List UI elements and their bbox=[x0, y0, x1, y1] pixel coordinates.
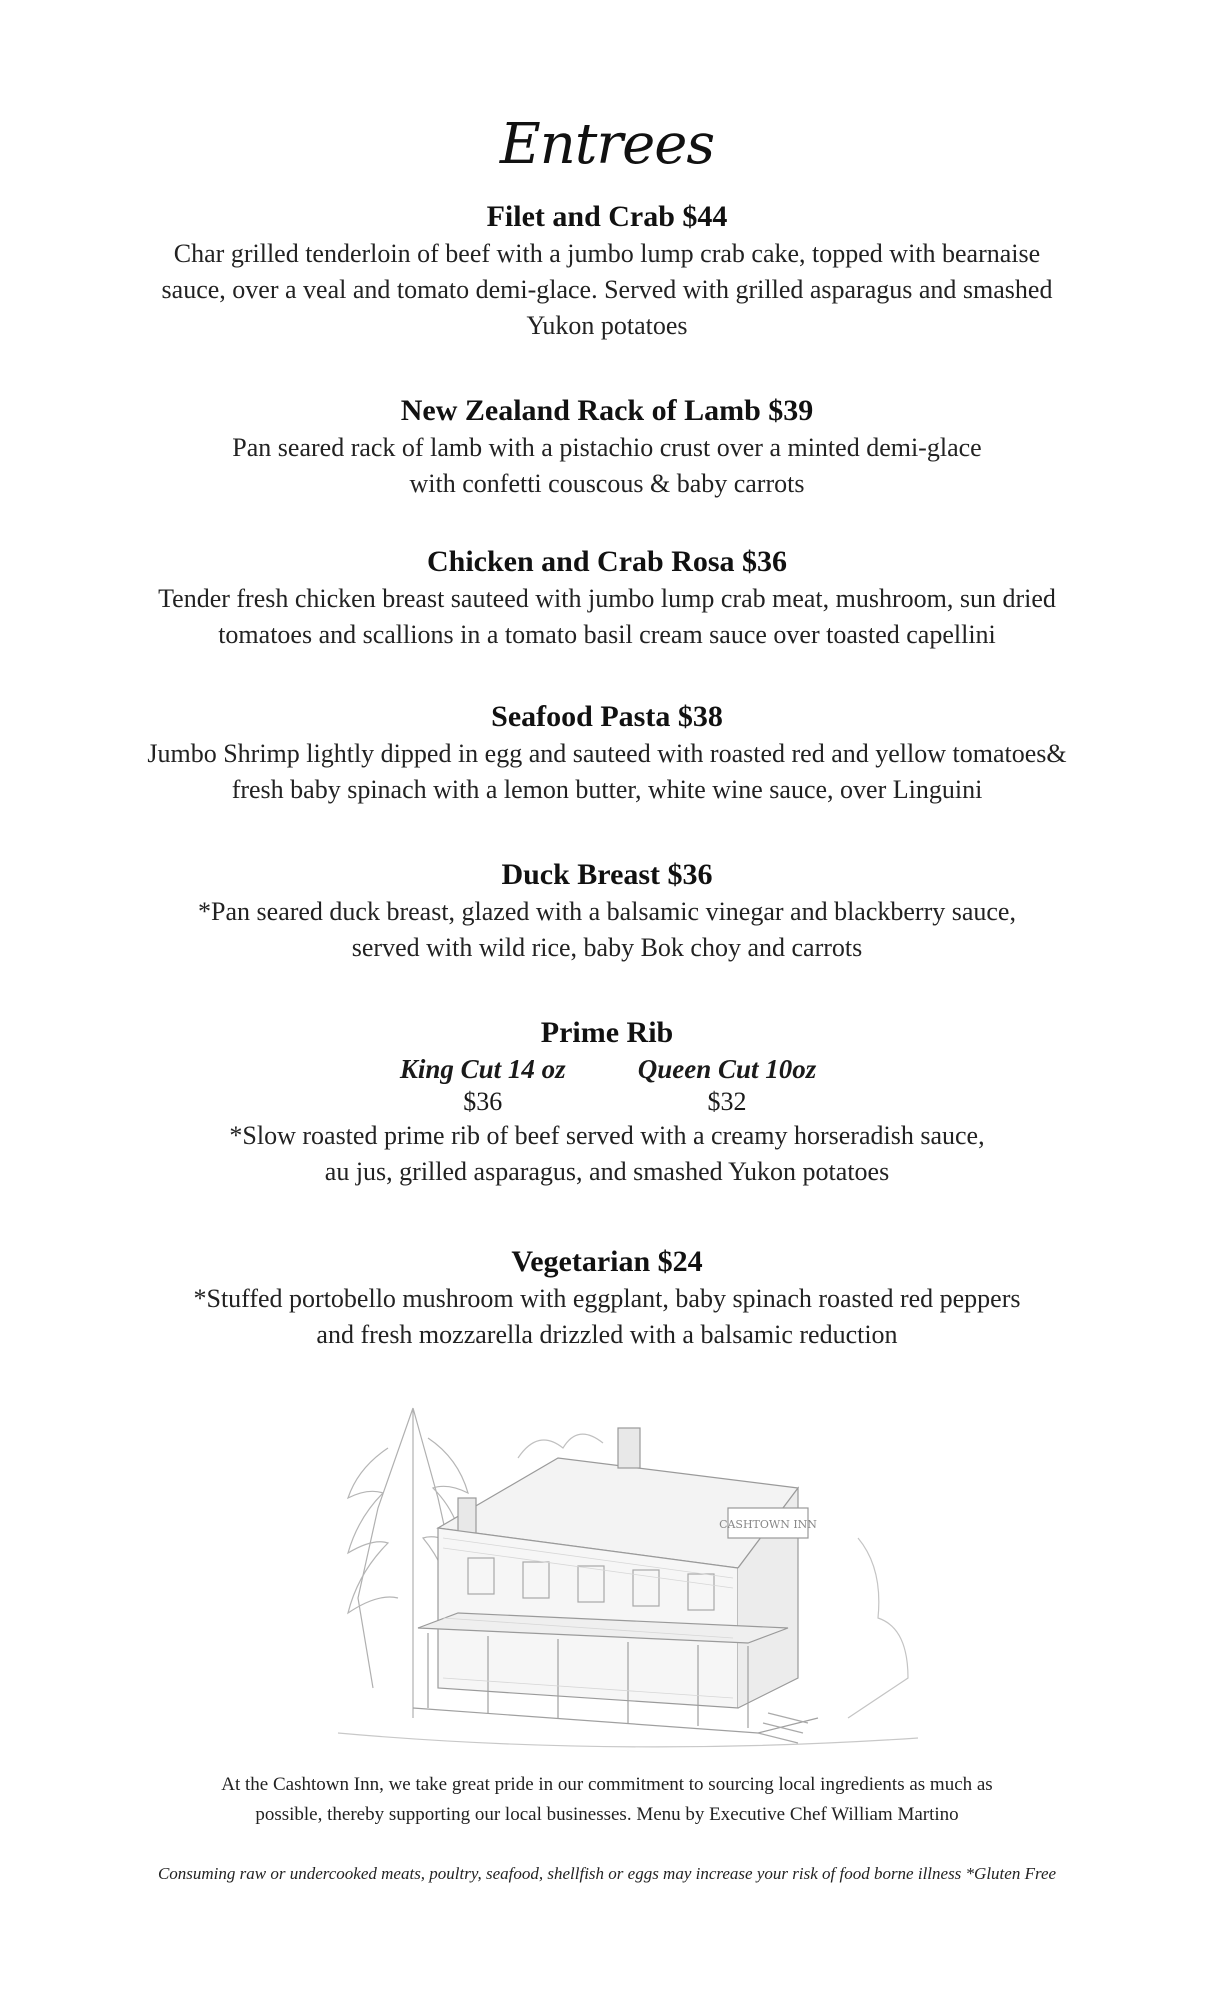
cut-price: $32 bbox=[707, 1087, 747, 1116]
item-name: Duck Breast $36 bbox=[501, 858, 713, 891]
menu-item-prime-rib bbox=[100, 1014, 1114, 1190]
menu-item-duck-breast bbox=[100, 856, 1114, 966]
cashtown-inn-illustration-icon bbox=[318, 1388, 928, 1758]
item-name: New Zealand Rack of Lamb $39 bbox=[400, 394, 814, 427]
footer-warning: Consuming raw or undercooked meats, poultry, seafood, shellfish or eggs may increase your risk of food borne illness *Gluten Free bbox=[157, 1864, 1057, 1883]
item-description-line: tomatoes and scallions in a tomato basil cream sauce over toasted capellini bbox=[218, 620, 996, 649]
cut-queen bbox=[638, 1052, 817, 1118]
footer-note-line: possible, thereby supporting our local businesses. Menu by Executive Chef William Martino bbox=[255, 1804, 959, 1825]
inn-sign-text: CASHTOWN INN bbox=[719, 1518, 817, 1531]
item-name: Prime Rib bbox=[540, 1016, 674, 1049]
page-title: Entrees bbox=[499, 112, 715, 177]
cut-price: $36 bbox=[463, 1087, 503, 1116]
item-description-line: Pan seared rack of lamb with a pistachio crust over a minted demi-glace bbox=[232, 433, 982, 462]
item-description-line: with confetti couscous & baby carrots bbox=[409, 469, 805, 498]
item-name: Vegetarian $24 bbox=[511, 1245, 703, 1278]
item-name: Chicken and Crab Rosa $36 bbox=[426, 545, 788, 578]
menu-item-seafood-pasta bbox=[100, 698, 1114, 808]
item-description-line: *Slow roasted prime rib of beef served with a creamy horseradish sauce, bbox=[229, 1121, 985, 1150]
item-description-line: Jumbo Shrimp lightly dipped in egg and sauteed with roasted red and yellow tomatoes& bbox=[147, 739, 1067, 768]
item-name: Seafood Pasta $38 bbox=[491, 700, 723, 733]
item-description-line: served with wild rice, baby Bok choy and carrots bbox=[351, 933, 863, 962]
item-description-line: *Pan seared duck breast, glazed with a balsamic vinegar and blackberry sauce, bbox=[198, 897, 1016, 926]
footer-note bbox=[120, 1770, 1094, 1830]
item-description-line: *Stuffed portobello mushroom with eggplant, baby spinach roasted red peppers bbox=[193, 1284, 1021, 1313]
footer-note-line: At the Cashtown Inn, we take great pride in our commitment to sourcing local ingredients as much as bbox=[221, 1774, 993, 1795]
menu-item-rack-of-lamb bbox=[100, 392, 1114, 502]
item-description-line: au jus, grilled asparagus, and smashed Yukon potatoes bbox=[324, 1157, 890, 1186]
prime-rib-cuts bbox=[100, 1052, 1114, 1118]
menu-item-vegetarian bbox=[100, 1243, 1114, 1353]
item-name: Filet and Crab $44 bbox=[486, 200, 728, 233]
cut-king bbox=[398, 1052, 568, 1118]
item-description-line: Tender fresh chicken breast sauteed with jumbo lump crab meat, mushroom, sun dried bbox=[158, 584, 1056, 613]
cut-name: Queen Cut 10oz bbox=[637, 1054, 817, 1084]
item-description: Char grilled tenderloin of beef with a jumbo lump crab cake, topped with bearnaise sauce, over a veal and tomato demi-glace. Served with grilled asparagus and smashed Yukon potatoes bbox=[161, 239, 1053, 340]
item-description-line: fresh baby spinach with a lemon butter, white wine sauce, over Linguini bbox=[231, 775, 983, 804]
cut-name: King Cut 14 oz bbox=[399, 1054, 566, 1084]
item-description-line: and fresh mozzarella drizzled with a balsamic reduction bbox=[316, 1320, 898, 1349]
menu-item-chicken-and-crab-rosa bbox=[100, 543, 1114, 653]
menu-item-filet-and-crab bbox=[100, 198, 1114, 344]
